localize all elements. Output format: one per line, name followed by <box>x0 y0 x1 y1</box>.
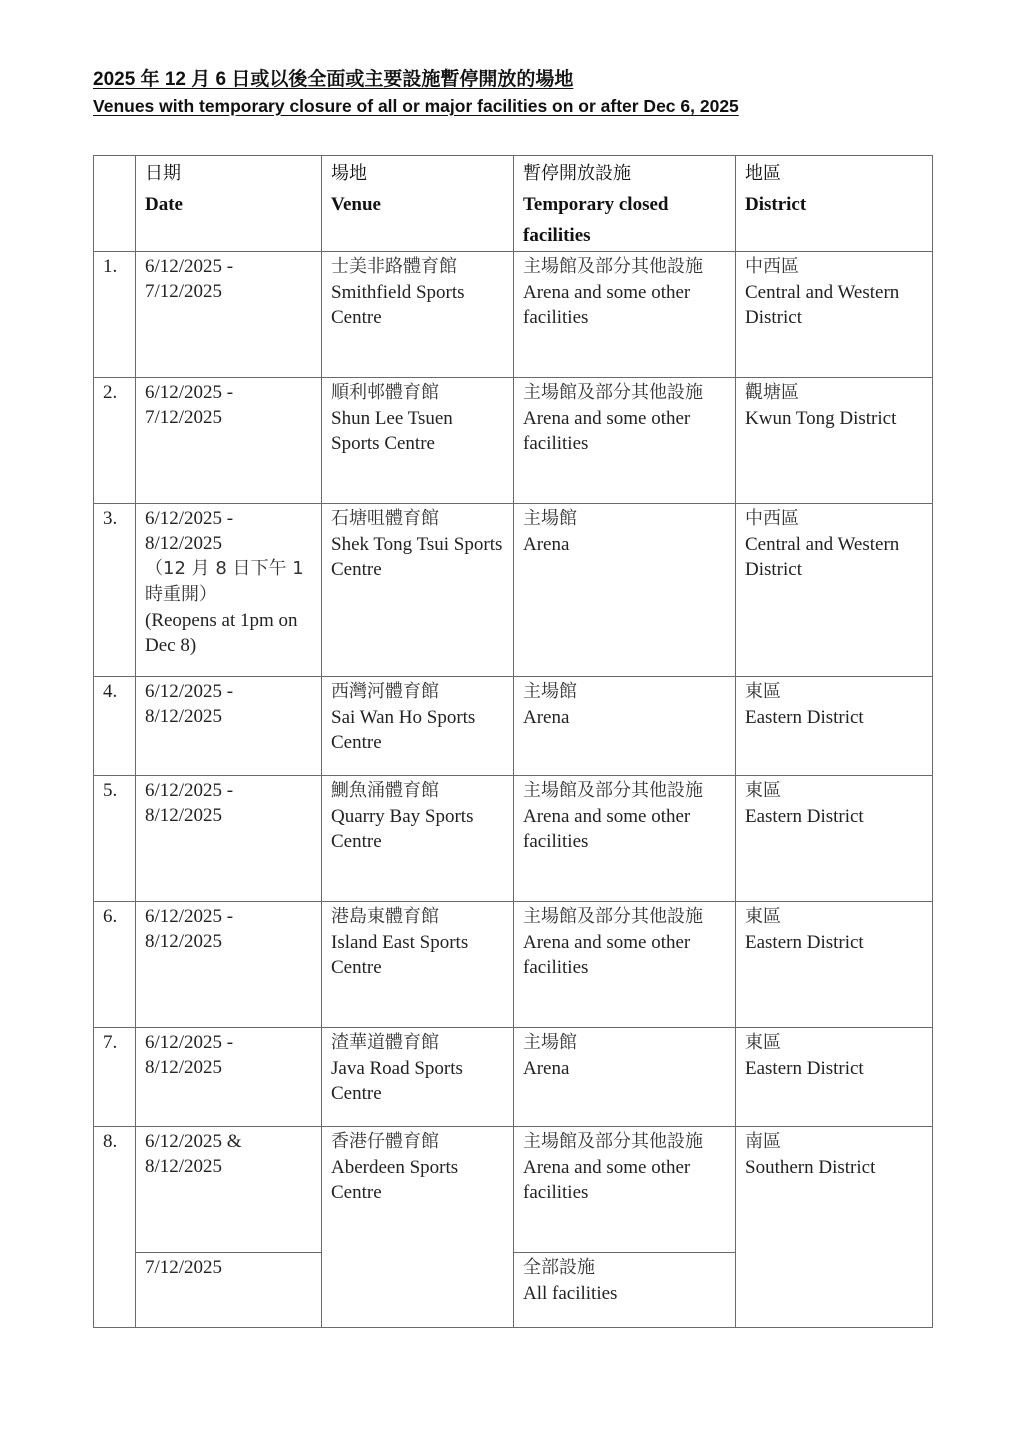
reopen-note-en: (Reopens at 1pm on Dec 8) <box>145 610 298 656</box>
date-cell <box>136 378 322 504</box>
district-cell <box>736 504 933 677</box>
venue-name-zh: 鰂魚涌體育館 <box>331 780 439 801</box>
date-cell <box>136 902 322 1028</box>
venue-name-en: Sai Wan Ho Sports Centre <box>331 707 476 753</box>
date-start: 6/12/2025 - <box>145 382 234 403</box>
venue-name-en: Java Road Sports Centre <box>331 1058 463 1104</box>
table-row <box>94 677 933 776</box>
district-en: Central and Western District <box>745 282 900 328</box>
header-venue-zh: 場地 <box>331 163 367 184</box>
venue-name-en: Shek Tong Tsui Sports Centre <box>331 534 503 580</box>
district-zh: 觀塘區 <box>745 382 799 403</box>
date-end: 8/12/2025 <box>145 533 223 554</box>
district-zh: 東區 <box>745 906 781 927</box>
district-en: Kwun Tong District <box>745 408 897 429</box>
facilities-en: Arena and some other facilities <box>523 1157 691 1203</box>
header-facilities-zh: 暫停開放設施 <box>523 163 631 184</box>
header-date-zh: 日期 <box>145 163 181 184</box>
district-zh: 東區 <box>745 681 781 702</box>
venue-name-en: Island East Sports Centre <box>331 932 469 978</box>
date-cell <box>136 776 322 902</box>
venue-cell <box>322 1028 514 1127</box>
district-cell <box>736 902 933 1028</box>
venue-name-zh: 香港仔體育館 <box>331 1131 439 1152</box>
district-en: Eastern District <box>745 707 864 728</box>
row-number: 1. <box>94 252 136 378</box>
date-end: 7/12/2025 <box>145 281 223 302</box>
date-end: 8/12/2025 <box>145 1156 223 1177</box>
venue-name-en: Aberdeen Sports Centre <box>331 1157 459 1203</box>
facilities-cell <box>514 504 736 677</box>
district-cell <box>736 677 933 776</box>
district-en: Eastern District <box>745 1058 864 1079</box>
district-en: Eastern District <box>745 932 864 953</box>
facilities-cell <box>514 1127 736 1253</box>
venue-cell <box>322 504 514 677</box>
facilities-cell <box>514 776 736 902</box>
table-row <box>94 504 933 677</box>
facilities-en: Arena <box>523 1058 570 1079</box>
venue-cell <box>322 378 514 504</box>
district-cell <box>736 776 933 902</box>
header-district-en: District <box>745 194 807 215</box>
district-en: Southern District <box>745 1157 876 1178</box>
header-venue-en: Venue <box>331 194 381 215</box>
row-number: 4. <box>94 677 136 776</box>
date-start: 6/12/2025 - <box>145 508 234 529</box>
facilities-cell <box>514 1253 736 1328</box>
venue-name-zh: 渣華道體育館 <box>331 1032 439 1053</box>
district-cell <box>736 252 933 378</box>
district-cell <box>736 1127 933 1328</box>
table-row <box>94 1028 933 1127</box>
venue-name-en: Shun Lee Tsuen Sports Centre <box>331 408 453 454</box>
venue-closure-table <box>93 155 933 1328</box>
district-cell <box>736 378 933 504</box>
date-start: 6/12/2025 - <box>145 1032 234 1053</box>
facilities-en: Arena <box>523 534 570 555</box>
header-facilities-en: Temporary closed facilities <box>523 194 669 246</box>
facilities-en: All facilities <box>523 1283 618 1304</box>
table-row <box>94 776 933 902</box>
date-cell <box>136 1127 322 1253</box>
facilities-zh: 主場館及部分其他設施 <box>523 1131 703 1152</box>
row-number: 6. <box>94 902 136 1028</box>
district-zh: 南區 <box>745 1131 781 1152</box>
row-number: 3. <box>94 504 136 677</box>
document-title-chinese: 2025 年 12 月 6 日或以後全面或主要設施暫停開放的場地 <box>93 69 574 90</box>
district-en: Central and Western District <box>745 534 900 580</box>
row-number: 5. <box>94 776 136 902</box>
facilities-zh: 主場館 <box>523 681 577 702</box>
facilities-cell <box>514 1028 736 1127</box>
facilities-zh: 主場館及部分其他設施 <box>523 382 703 403</box>
facilities-zh: 主場館及部分其他設施 <box>523 780 703 801</box>
header-district <box>736 156 933 252</box>
date-end: 8/12/2025 <box>145 931 223 952</box>
date-start: 6/12/2025 - <box>145 681 234 702</box>
venue-name-zh: 士美非路體育館 <box>331 256 457 277</box>
district-zh: 中西區 <box>745 508 799 529</box>
venue-cell <box>322 677 514 776</box>
venue-cell <box>322 1127 514 1328</box>
header-number <box>94 156 136 252</box>
facilities-cell <box>514 677 736 776</box>
district-zh: 東區 <box>745 780 781 801</box>
facilities-en: Arena <box>523 707 570 728</box>
date-end: 8/12/2025 <box>145 1057 223 1078</box>
venue-cell <box>322 902 514 1028</box>
date-start: 6/12/2025 - <box>145 906 234 927</box>
date-end: 7/12/2025 <box>145 407 223 428</box>
date-start: 6/12/2025 - <box>145 780 234 801</box>
district-en: Eastern District <box>745 806 864 827</box>
table-row <box>94 252 933 378</box>
venue-name-zh: 石塘咀體育館 <box>331 508 439 529</box>
facilities-zh: 主場館及部分其他設施 <box>523 256 703 277</box>
facilities-cell <box>514 378 736 504</box>
venue-cell <box>322 776 514 902</box>
date-end: 8/12/2025 <box>145 805 223 826</box>
date-cell <box>136 504 322 677</box>
date-cell <box>136 1253 322 1328</box>
facilities-en: Arena and some other facilities <box>523 932 691 978</box>
date-end: 8/12/2025 <box>145 706 223 727</box>
row-number: 2. <box>94 378 136 504</box>
facilities-zh: 主場館 <box>523 508 577 529</box>
facilities-en: Arena and some other facilities <box>523 282 691 328</box>
header-venue <box>322 156 514 252</box>
table-row <box>94 902 933 1028</box>
facilities-en: Arena and some other facilities <box>523 806 691 852</box>
venue-name-en: Smithfield Sports Centre <box>331 282 465 328</box>
header-date-en: Date <box>145 194 183 215</box>
header-date <box>136 156 322 252</box>
header-facilities <box>514 156 736 252</box>
venue-name-zh: 順利邨體育館 <box>331 382 439 403</box>
row-number: 7. <box>94 1028 136 1127</box>
district-cell <box>736 1028 933 1127</box>
venue-name-zh: 西灣河體育館 <box>331 681 439 702</box>
facilities-zh: 全部設施 <box>523 1257 595 1278</box>
date-cell <box>136 252 322 378</box>
table-row <box>94 378 933 504</box>
header-district-zh: 地區 <box>745 163 781 184</box>
reopen-note-zh: （12 月 8 日下午 1 時重開） <box>145 558 304 605</box>
date-cell <box>136 1028 322 1127</box>
document-title-english: Venues with temporary closure of all or major facilities on or after Dec 6, 2025 <box>93 96 739 116</box>
date-cell <box>136 677 322 776</box>
row-number: 8. <box>94 1127 136 1328</box>
district-zh: 中西區 <box>745 256 799 277</box>
facilities-en: Arena and some other facilities <box>523 408 691 454</box>
venue-name-zh: 港島東體育館 <box>331 906 439 927</box>
facilities-cell <box>514 252 736 378</box>
table-header-row <box>94 156 933 252</box>
facilities-cell <box>514 902 736 1028</box>
date-single: 7/12/2025 <box>145 1257 223 1278</box>
district-zh: 東區 <box>745 1032 781 1053</box>
venue-name-en: Quarry Bay Sports Centre <box>331 806 474 852</box>
facilities-zh: 主場館及部分其他設施 <box>523 906 703 927</box>
venue-cell <box>322 252 514 378</box>
date-start: 6/12/2025 & <box>145 1131 242 1152</box>
facilities-zh: 主場館 <box>523 1032 577 1053</box>
date-start: 6/12/2025 - <box>145 256 234 277</box>
table-row <box>94 1127 933 1253</box>
